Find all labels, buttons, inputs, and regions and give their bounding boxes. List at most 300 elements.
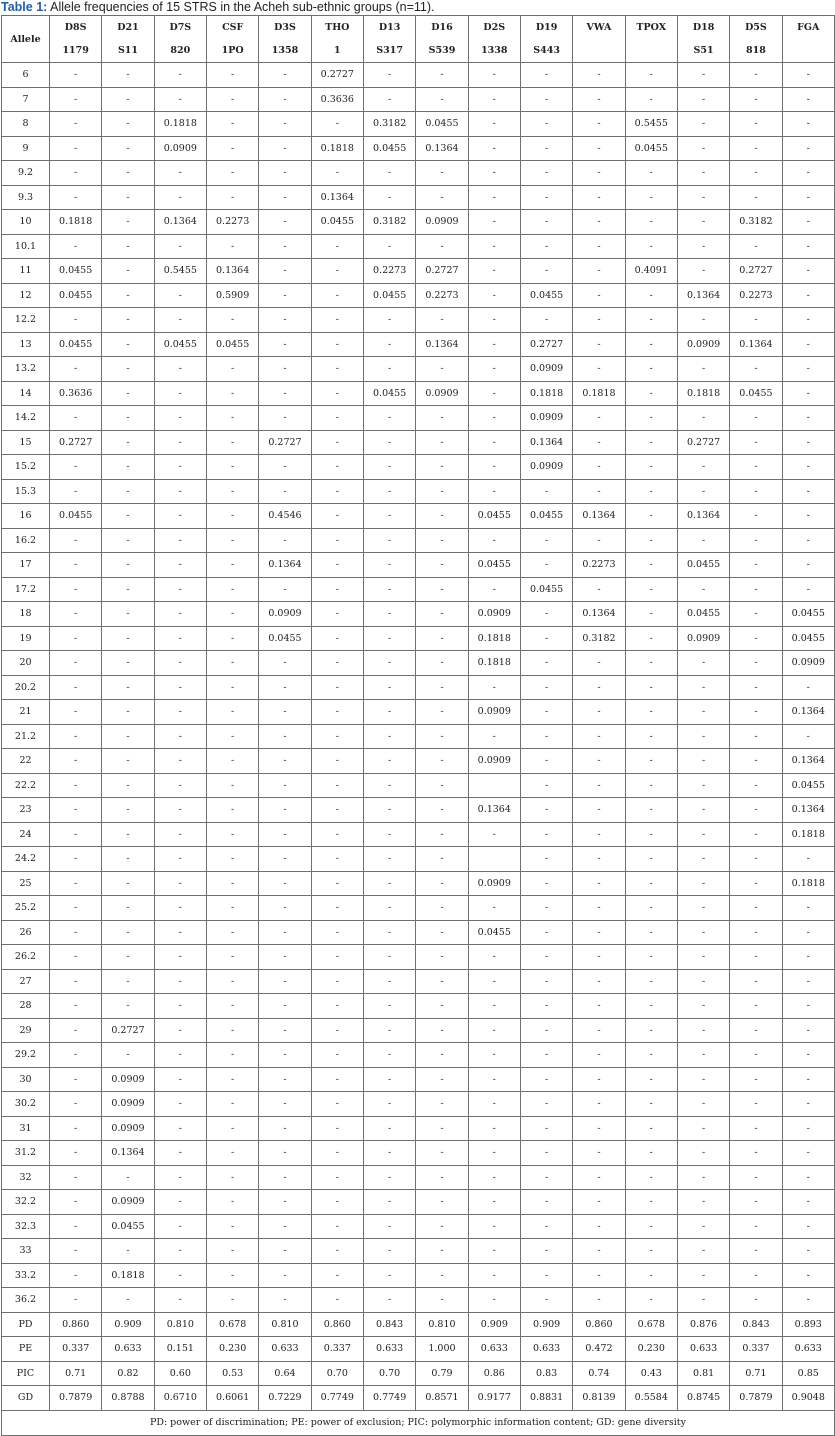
frequency-cell: -	[520, 161, 572, 186]
marker-name-line1: VWA	[586, 22, 612, 33]
frequency-cell: -	[311, 602, 363, 627]
frequency-cell: 0.3182	[363, 210, 415, 235]
frequency-cell: -	[782, 1239, 834, 1264]
frequency-cell: -	[625, 626, 677, 651]
frequency-cell: 0.0455	[50, 504, 102, 529]
allele-label-cell: 30.2	[2, 1092, 50, 1117]
frequency-cell: -	[154, 945, 206, 970]
frequency-cell: -	[102, 332, 154, 357]
frequency-cell: -	[625, 896, 677, 921]
frequency-cell: -	[102, 1043, 154, 1068]
frequency-cell: -	[50, 994, 102, 1019]
frequency-cell: -	[416, 479, 468, 504]
allele-label-cell: 31.2	[2, 1141, 50, 1166]
marker-name-line1: D18	[692, 22, 715, 33]
frequency-cell: 0.1364	[416, 332, 468, 357]
frequency-cell: -	[468, 406, 520, 431]
frequency-cell: -	[782, 210, 834, 235]
frequency-cell: 0.876	[677, 1312, 729, 1337]
frequency-cell: -	[468, 308, 520, 333]
frequency-cell: -	[782, 63, 834, 88]
frequency-cell: -	[573, 259, 625, 284]
frequency-cell: -	[50, 798, 102, 823]
frequency-cell: 0.0455	[363, 136, 415, 161]
frequency-cell: -	[154, 234, 206, 259]
frequency-cell: 0.0909	[677, 332, 729, 357]
frequency-cell: -	[154, 1092, 206, 1117]
frequency-cell: -	[573, 283, 625, 308]
frequency-cell: -	[677, 871, 729, 896]
frequency-cell: -	[573, 1116, 625, 1141]
frequency-cell	[468, 773, 520, 798]
frequency-cell: 0.4546	[259, 504, 311, 529]
frequency-cell: -	[782, 896, 834, 921]
frequency-cell: -	[50, 406, 102, 431]
frequency-cell: 0.1818	[311, 136, 363, 161]
table-row	[2, 1263, 835, 1288]
frequency-cell: 0.9048	[782, 1386, 834, 1411]
frequency-cell: -	[677, 896, 729, 921]
frequency-cell: -	[206, 308, 258, 333]
frequency-cell: -	[468, 1018, 520, 1043]
frequency-cell: -	[520, 994, 572, 1019]
frequency-cell: -	[206, 1043, 258, 1068]
frequency-cell: -	[520, 479, 572, 504]
frequency-cell: -	[206, 234, 258, 259]
frequency-cell: 0.2273	[573, 553, 625, 578]
frequency-cell: -	[625, 1018, 677, 1043]
frequency-cell: -	[782, 1043, 834, 1068]
frequency-cell: -	[259, 87, 311, 112]
frequency-cell: -	[520, 1288, 572, 1313]
frequency-cell: -	[625, 1214, 677, 1239]
frequency-cell: -	[625, 1190, 677, 1215]
frequency-cell: 0.0909	[782, 651, 834, 676]
frequency-cell: -	[363, 1214, 415, 1239]
frequency-cell: -	[154, 1214, 206, 1239]
frequency-cell: -	[730, 773, 782, 798]
frequency-cell: 0.2273	[730, 283, 782, 308]
frequency-cell: -	[416, 994, 468, 1019]
frequency-cell: -	[677, 798, 729, 823]
frequency-cell: -	[154, 283, 206, 308]
frequency-cell: -	[573, 1239, 625, 1264]
frequency-cell: -	[625, 87, 677, 112]
frequency-cell: -	[468, 822, 520, 847]
marker-column-header	[730, 16, 782, 63]
marker-column-header	[677, 16, 729, 63]
frequency-cell: -	[259, 871, 311, 896]
frequency-cell: 0.810	[259, 1312, 311, 1337]
frequency-cell: -	[154, 920, 206, 945]
frequency-cell: -	[782, 724, 834, 749]
frequency-cell: -	[311, 749, 363, 774]
frequency-cell: -	[102, 920, 154, 945]
marker-column-header	[154, 16, 206, 63]
frequency-cell: 0.1364	[573, 602, 625, 627]
allele-label-cell: 19	[2, 626, 50, 651]
frequency-cell: -	[50, 871, 102, 896]
frequency-cell: -	[782, 920, 834, 945]
frequency-cell: 0.0909	[154, 136, 206, 161]
frequency-cell: -	[50, 724, 102, 749]
frequency-cell: -	[206, 724, 258, 749]
frequency-cell: -	[102, 577, 154, 602]
frequency-cell: -	[311, 920, 363, 945]
frequency-cell: 0.0455	[520, 577, 572, 602]
frequency-cell: -	[102, 87, 154, 112]
marker-column-header	[573, 16, 625, 63]
frequency-cell: -	[311, 112, 363, 137]
frequency-cell: -	[416, 871, 468, 896]
frequency-cell: -	[259, 969, 311, 994]
frequency-cell: -	[416, 1288, 468, 1313]
frequency-cell: -	[730, 112, 782, 137]
allele-label-cell: 26	[2, 920, 50, 945]
frequency-cell: -	[154, 675, 206, 700]
frequency-cell: -	[311, 626, 363, 651]
frequency-cell: -	[363, 1190, 415, 1215]
frequency-cell: -	[259, 822, 311, 847]
frequency-cell: -	[677, 455, 729, 480]
frequency-cell: -	[50, 357, 102, 382]
frequency-cell: 0.0909	[102, 1067, 154, 1092]
frequency-cell: -	[206, 87, 258, 112]
allele-label-cell: 13.2	[2, 357, 50, 382]
frequency-cell: -	[154, 1043, 206, 1068]
frequency-cell: -	[625, 1067, 677, 1092]
frequency-cell: -	[363, 1043, 415, 1068]
frequency-cell: 0.0909	[102, 1116, 154, 1141]
frequency-cell: 0.0909	[520, 455, 572, 480]
frequency-cell: 0.0909	[259, 602, 311, 627]
frequency-cell: -	[50, 1116, 102, 1141]
frequency-cell: -	[573, 1288, 625, 1313]
frequency-cell: -	[520, 798, 572, 823]
frequency-cell: -	[50, 1092, 102, 1117]
frequency-cell: -	[102, 185, 154, 210]
frequency-cell: 0.843	[730, 1312, 782, 1337]
frequency-cell: -	[677, 161, 729, 186]
frequency-cell: -	[416, 945, 468, 970]
frequency-cell: -	[520, 700, 572, 725]
frequency-cell: -	[102, 63, 154, 88]
allele-label-cell: 15	[2, 430, 50, 455]
frequency-cell: -	[573, 136, 625, 161]
frequency-cell: -	[468, 112, 520, 137]
allele-label-cell: 24	[2, 822, 50, 847]
frequency-cell: -	[782, 406, 834, 431]
frequency-cell: -	[730, 1263, 782, 1288]
frequency-cell: -	[363, 945, 415, 970]
allele-label-cell: 20	[2, 651, 50, 676]
frequency-cell: -	[50, 308, 102, 333]
frequency-cell: -	[677, 1288, 729, 1313]
frequency-cell: -	[573, 1043, 625, 1068]
frequency-cell: -	[154, 700, 206, 725]
frequency-cell: -	[416, 969, 468, 994]
frequency-cell: -	[206, 553, 258, 578]
frequency-cell: -	[520, 1092, 572, 1117]
frequency-cell: -	[416, 920, 468, 945]
frequency-cell: -	[259, 381, 311, 406]
marker-column-header	[311, 16, 363, 63]
frequency-cell: 0.6710	[154, 1386, 206, 1411]
frequency-cell: -	[154, 553, 206, 578]
frequency-cell: 0.70	[363, 1361, 415, 1386]
allele-label-cell: 36.2	[2, 1288, 50, 1313]
frequency-cell: -	[625, 234, 677, 259]
frequency-cell: -	[468, 1263, 520, 1288]
frequency-cell: -	[730, 602, 782, 627]
frequency-cell: -	[363, 455, 415, 480]
allele-label-cell: 13	[2, 332, 50, 357]
frequency-cell: -	[625, 553, 677, 578]
frequency-cell: -	[102, 234, 154, 259]
frequency-cell: -	[206, 651, 258, 676]
allele-label-cell: 11	[2, 259, 50, 284]
marker-name-line2: S317	[376, 45, 403, 56]
frequency-cell: -	[416, 87, 468, 112]
frequency-cell: 0.0909	[468, 700, 520, 725]
frequency-cell: -	[520, 259, 572, 284]
frequency-cell: -	[730, 455, 782, 480]
frequency-cell: -	[625, 308, 677, 333]
allele-label-cell: 16.2	[2, 528, 50, 553]
frequency-cell: -	[154, 871, 206, 896]
frequency-cell: -	[50, 577, 102, 602]
frequency-cell: -	[102, 504, 154, 529]
frequency-cell: -	[102, 406, 154, 431]
frequency-cell: -	[206, 1288, 258, 1313]
table-row	[2, 675, 835, 700]
table-row	[2, 896, 835, 921]
frequency-cell: 0.2727	[730, 259, 782, 284]
table-row	[2, 945, 835, 970]
frequency-cell: -	[625, 1288, 677, 1313]
frequency-cell: -	[154, 63, 206, 88]
frequency-cell: -	[363, 871, 415, 896]
frequency-cell: 0.74	[573, 1361, 625, 1386]
frequency-cell: 0.0909	[102, 1092, 154, 1117]
frequency-cell: -	[206, 626, 258, 651]
frequency-cell: -	[102, 259, 154, 284]
frequency-cell: -	[206, 479, 258, 504]
frequency-cell: -	[782, 1288, 834, 1313]
frequency-cell: -	[416, 1263, 468, 1288]
frequency-cell: -	[416, 185, 468, 210]
frequency-cell: 0.5455	[154, 259, 206, 284]
frequency-cell: -	[102, 651, 154, 676]
frequency-cell: 0.633	[520, 1337, 572, 1362]
frequency-cell: -	[363, 161, 415, 186]
table-row	[2, 1239, 835, 1264]
frequency-cell: -	[782, 112, 834, 137]
frequency-cell: -	[154, 1263, 206, 1288]
table-row	[2, 63, 835, 88]
frequency-cell: -	[363, 504, 415, 529]
frequency-cell: -	[730, 651, 782, 676]
frequency-cell: -	[730, 969, 782, 994]
allele-label-cell: PD	[2, 1312, 50, 1337]
frequency-cell: -	[573, 308, 625, 333]
frequency-cell: 0.82	[102, 1361, 154, 1386]
table-row	[2, 969, 835, 994]
frequency-cell: -	[416, 798, 468, 823]
frequency-cell: -	[520, 1239, 572, 1264]
frequency-cell: -	[782, 945, 834, 970]
frequency-cell: 0.230	[625, 1337, 677, 1362]
frequency-cell: -	[311, 1067, 363, 1092]
frequency-cell: -	[730, 553, 782, 578]
frequency-cell: -	[154, 969, 206, 994]
frequency-cell: 0.7749	[363, 1386, 415, 1411]
frequency-cell: -	[468, 210, 520, 235]
frequency-cell: -	[782, 675, 834, 700]
frequency-cell: -	[311, 1116, 363, 1141]
frequency-cell: -	[206, 1018, 258, 1043]
table-row	[2, 1116, 835, 1141]
frequency-cell: -	[50, 528, 102, 553]
frequency-cell: -	[730, 896, 782, 921]
table-row	[2, 1165, 835, 1190]
frequency-cell: -	[782, 185, 834, 210]
frequency-cell: -	[468, 161, 520, 186]
frequency-cell: -	[206, 675, 258, 700]
frequency-cell: -	[50, 185, 102, 210]
frequency-cell: -	[311, 430, 363, 455]
frequency-cell: -	[625, 283, 677, 308]
allele-label-cell: 9.3	[2, 185, 50, 210]
frequency-cell: 0.0455	[50, 283, 102, 308]
frequency-cell: -	[363, 700, 415, 725]
table-row	[2, 381, 835, 406]
frequency-cell: -	[206, 63, 258, 88]
frequency-cell: -	[782, 1018, 834, 1043]
frequency-cell: -	[102, 553, 154, 578]
frequency-cell: -	[677, 1043, 729, 1068]
frequency-cell: -	[468, 1239, 520, 1264]
frequency-cell: -	[259, 283, 311, 308]
allele-label-cell: 32	[2, 1165, 50, 1190]
frequency-cell: -	[520, 920, 572, 945]
frequency-cell: -	[206, 1190, 258, 1215]
frequency-cell: 0.0909	[677, 626, 729, 651]
frequency-cell: 0.3182	[363, 112, 415, 137]
frequency-cell: -	[311, 945, 363, 970]
marker-column-header	[50, 16, 102, 63]
frequency-cell: -	[730, 1067, 782, 1092]
frequency-cell: -	[573, 1263, 625, 1288]
frequency-cell: -	[625, 798, 677, 823]
frequency-cell: -	[259, 210, 311, 235]
frequency-cell: -	[102, 479, 154, 504]
frequency-cell: -	[625, 528, 677, 553]
frequency-cell: -	[154, 994, 206, 1019]
frequency-cell: -	[677, 210, 729, 235]
frequency-cell: -	[782, 504, 834, 529]
frequency-cell: -	[363, 1141, 415, 1166]
allele-label-cell: 32.2	[2, 1190, 50, 1215]
frequency-cell: -	[677, 87, 729, 112]
frequency-cell: -	[311, 504, 363, 529]
frequency-cell: -	[782, 1214, 834, 1239]
frequency-cell: -	[206, 504, 258, 529]
frequency-cell: -	[206, 1067, 258, 1092]
allele-label-cell: 33	[2, 1239, 50, 1264]
frequency-cell: -	[677, 185, 729, 210]
frequency-cell: -	[677, 234, 729, 259]
frequency-cell: -	[102, 161, 154, 186]
frequency-cell: 0.893	[782, 1312, 834, 1337]
frequency-cell: 0.85	[782, 1361, 834, 1386]
frequency-cell: -	[206, 969, 258, 994]
frequency-cell: -	[311, 969, 363, 994]
allele-label-cell: GD	[2, 1386, 50, 1411]
frequency-cell: -	[468, 528, 520, 553]
frequency-cell: -	[50, 63, 102, 88]
frequency-cell: -	[520, 210, 572, 235]
table-row	[2, 406, 835, 431]
allele-frequency-table	[1, 15, 835, 1436]
frequency-cell: -	[730, 136, 782, 161]
table-row	[2, 773, 835, 798]
allele-label-cell: 21	[2, 700, 50, 725]
frequency-cell: -	[416, 675, 468, 700]
frequency-cell: -	[206, 602, 258, 627]
allele-label-cell: 15.2	[2, 455, 50, 480]
frequency-cell: -	[206, 528, 258, 553]
frequency-cell: -	[363, 773, 415, 798]
frequency-cell: -	[363, 87, 415, 112]
frequency-cell: -	[730, 1239, 782, 1264]
frequency-cell: -	[573, 1141, 625, 1166]
frequency-cell: -	[363, 63, 415, 88]
frequency-cell: -	[677, 700, 729, 725]
frequency-cell: -	[311, 847, 363, 872]
frequency-cell: -	[416, 577, 468, 602]
frequency-cell: -	[782, 994, 834, 1019]
frequency-cell: -	[102, 1165, 154, 1190]
frequency-cell: 0.4091	[625, 259, 677, 284]
frequency-cell: -	[782, 283, 834, 308]
frequency-cell: -	[154, 406, 206, 431]
frequency-cell: -	[677, 773, 729, 798]
frequency-cell: -	[625, 651, 677, 676]
frequency-cell: -	[206, 847, 258, 872]
frequency-cell: -	[154, 724, 206, 749]
frequency-cell: -	[363, 553, 415, 578]
frequency-cell: -	[573, 651, 625, 676]
frequency-cell: -	[520, 1214, 572, 1239]
table-caption-label: Table 1:	[1, 0, 48, 14]
frequency-cell: 0.1818	[573, 381, 625, 406]
table-row	[2, 1361, 835, 1386]
frequency-cell: 0.8788	[102, 1386, 154, 1411]
frequency-cell: -	[102, 896, 154, 921]
frequency-cell: -	[50, 896, 102, 921]
frequency-cell: -	[311, 1141, 363, 1166]
frequency-cell: -	[730, 577, 782, 602]
frequency-cell: -	[468, 1141, 520, 1166]
table-row	[2, 504, 835, 529]
frequency-cell: 0.71	[730, 1361, 782, 1386]
frequency-cell: -	[520, 602, 572, 627]
allele-label-cell: 32.3	[2, 1214, 50, 1239]
frequency-cell: -	[782, 161, 834, 186]
header-row	[2, 16, 835, 63]
frequency-cell: -	[416, 847, 468, 872]
